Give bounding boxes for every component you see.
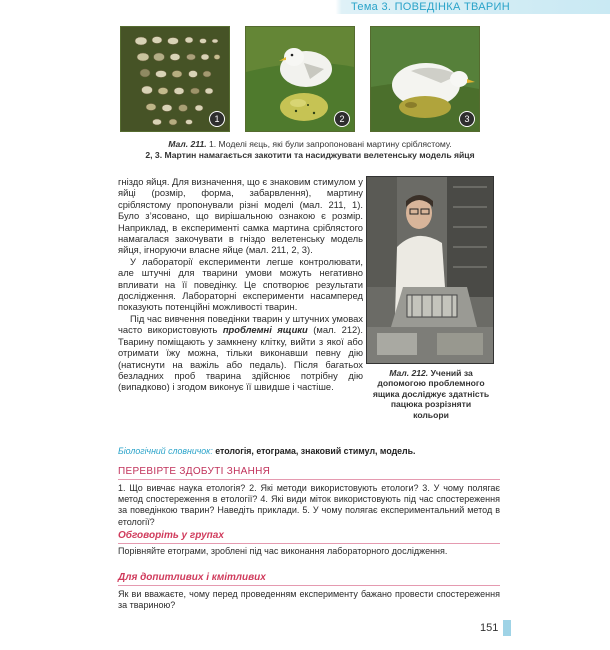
figure-211-caption [110,139,510,161]
page-number-tab [503,620,511,636]
photo-number-2: 2 [334,111,350,127]
paragraph-3-start: Під час вивчення поведінки тварин у штучних умовах часто використовують [118,312,363,336]
figure-211-label: Мал. 211. [168,139,207,149]
photo-gull-egg-2 [245,26,355,132]
vocab-label: Біологічний словничок: [118,446,213,456]
paragraph-3-end: (мал. 212). Тварину поміщають у замкнену клітку, вийти з якої або отримати їжу можна, тільки виконавши певну дію (натиснути на важіль або педаль). Після багатьох безладних проб тварина здійснює потрібну дію (випадково) і згодом виконує її швидше і частіше. [118,324,363,393]
check-heading-rule [118,479,500,480]
photo-number-3: 3 [459,111,475,127]
header-bar [0,0,610,14]
figure-212-label: Мал. 212. [389,368,429,378]
figure-211-caption-line2: 2, 3. Мартин намагається закотити та насиджувати велетенську модель яйця [145,150,475,160]
figure-211-caption-line1: 1. Моделі яєць, які були запропоновані мартину сріблястому. [206,139,452,149]
figure-212-caption-text: Учений за допомогою проблемного ящика досліджує здатність пацюка розрізняти кольори [372,368,490,420]
curious-heading-rule [118,585,500,586]
chapter-title: Тема 3. ПОВЕДІНКА ТВАРИН [351,1,510,13]
bio-vocabulary [118,446,498,456]
group-discussion-heading: Обговоріть у групах [118,530,224,541]
check-knowledge-heading: ПЕРЕВІРТЕ ЗДОБУТІ ЗНАННЯ [118,466,271,477]
photo-egg-models [120,26,230,132]
page-number: 151 [480,622,499,634]
curious-heading: Для допитливих і кмітливих [118,572,266,583]
photo-gull-egg-3 [370,26,480,132]
check-knowledge-questions: 1. Що вивчає наука етологія? 2. Які методи використовують етологи? 3. У чому полягає метод спостереження в етології? 4. Які види міток використовують під час спостереження за поведінкою тварин? Наведіть приклади. 5. У чому полягає експериментальний метод в етології? [118,483,500,527]
group-discussion-text: Порівняйте етограми, зроблені під час виконання лабораторного дослідження. [118,546,448,556]
main-text [118,176,363,393]
photo-number-1: 1 [209,111,225,127]
paragraph-3 [118,313,363,393]
paragraph-2: У лабораторії експерименти легше контролювати, але штучні для тварини умови можуть негативно впливати на її поведінку. Це спотворює результати дослідження. Лабораторні експерименти насамперед показують потенційні можливості тварин. [118,255,363,313]
term-problem-boxes: проблемні ящики [222,324,308,336]
vocab-terms: етологія, етограма, знаковий стимул, модель. [212,446,416,456]
figure-212-caption [372,368,490,420]
photo-lab-scientist [366,176,494,364]
paragraph-1: гніздо яйця. Для визначення, що є знаковим стимулом у яйці (розмір, форма, забарвлення), мартину сріблястому пропонували різні моделі (мал. 211, 1). Було з’ясовано, що вирішальною ознакою є розмір. Наприклад, в експерименті самка мартина сріблястого намагалася закочувати в гніздо велетенську модель яйця, ігноруючи власне яйце (мал. 211, 2, 3). [118,176,363,256]
curious-question: Як ви вважаєте, чому перед проведенням експерименту бажано провести спостереження за твариною? [118,589,500,611]
group-heading-rule [118,543,500,544]
